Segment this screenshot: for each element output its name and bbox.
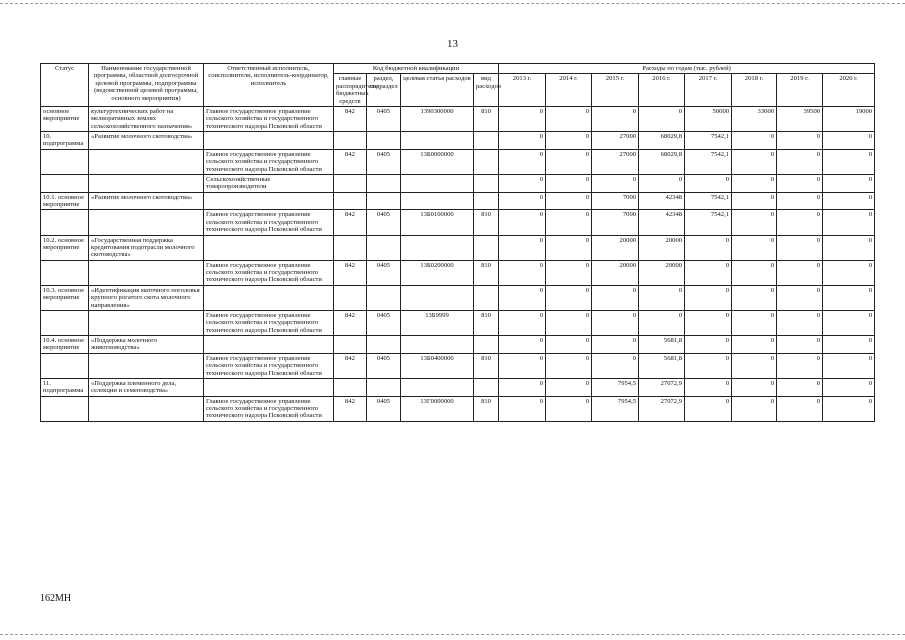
executor-cell: Главное государственное управление сельского хозяйства и государственного технического надзора Псковской области [204, 106, 334, 131]
expense-cell: 0 [546, 235, 592, 260]
expense-cell: 0 [685, 378, 732, 396]
type-cell: 810 [474, 210, 499, 235]
expense-cell: 0 [499, 310, 546, 335]
section-cell [367, 132, 401, 150]
expense-cell: 0 [499, 149, 546, 174]
name-cell [89, 310, 204, 335]
executor-cell [204, 285, 334, 310]
executor-cell [204, 235, 334, 260]
expense-cell: 0 [823, 260, 875, 285]
table-row [41, 149, 875, 174]
grbs-cell: 842 [334, 210, 367, 235]
table-row [41, 106, 875, 131]
expense-cell: 0 [685, 174, 732, 192]
expense-cell: 68029,8 [639, 132, 685, 150]
header-year: 2013 г. [499, 74, 546, 107]
name-cell: «Идентификация маточного поголовья крупного рогатого скота молочного направления» [89, 285, 204, 310]
expense-cell: 0 [546, 353, 592, 378]
expense-cell: 0 [546, 149, 592, 174]
header-name: Наименование государственной программы, областной долгосрочной целевой программы, подпрограммы (ведомственной целевой программы, основного мероприятия) [89, 64, 204, 107]
name-cell: «Государственная поддержка кредитования подотрасли молочного скотоводства» [89, 235, 204, 260]
target-cell: 13Б0200000 [401, 260, 474, 285]
target-cell [401, 132, 474, 150]
executor-cell: Главное государственное управление сельского хозяйства и государственного технического надзора Псковской области [204, 353, 334, 378]
section-cell [367, 235, 401, 260]
expense-cell: 0 [592, 336, 639, 354]
expense-cell: 50000 [685, 106, 732, 131]
expense-cell: 0 [732, 285, 777, 310]
expense-cell: 0 [499, 378, 546, 396]
expense-cell: 0 [732, 235, 777, 260]
expense-cell: 0 [777, 285, 823, 310]
type-cell [474, 192, 499, 210]
expense-cell: 0 [546, 210, 592, 235]
section-cell: 0405 [367, 396, 401, 421]
header-year: 2016 г. [639, 74, 685, 107]
expense-cell: 0 [823, 235, 875, 260]
table-row [41, 260, 875, 285]
target-cell [401, 285, 474, 310]
name-cell [89, 396, 204, 421]
name-cell: «Развитие молочного скотоводства» [89, 192, 204, 210]
name-cell: «Поддержка молочного животноводства» [89, 336, 204, 354]
table-header [41, 64, 875, 107]
table-row [41, 192, 875, 210]
target-cell: 13Б0100000 [401, 210, 474, 235]
grbs-cell [334, 174, 367, 192]
grbs-cell [334, 336, 367, 354]
type-cell: 810 [474, 396, 499, 421]
type-cell [474, 149, 499, 174]
name-cell [89, 149, 204, 174]
expense-cell: 0 [732, 149, 777, 174]
expense-cell: 0 [732, 353, 777, 378]
expense-cell: 0 [546, 132, 592, 150]
section-cell: 0405 [367, 210, 401, 235]
table-row [41, 378, 875, 396]
header-type: вид расходов [474, 74, 499, 107]
expense-cell: 0 [732, 336, 777, 354]
expense-cell: 68029,8 [639, 149, 685, 174]
expense-cell: 0 [732, 378, 777, 396]
expense-cell: 0 [732, 260, 777, 285]
expense-cell: 0 [499, 235, 546, 260]
type-cell [474, 235, 499, 260]
section-cell [367, 378, 401, 396]
type-cell: 810 [474, 106, 499, 131]
expense-cell: 0 [685, 396, 732, 421]
expense-cell: 20000 [639, 235, 685, 260]
name-cell [89, 210, 204, 235]
status-cell [41, 149, 89, 174]
target-cell: 1390300000 [401, 106, 474, 131]
executor-cell: Главное государственное управление сельского хозяйства и государственного технического надзора Псковской области [204, 210, 334, 235]
expense-cell: 7954,5 [592, 378, 639, 396]
status-cell [41, 353, 89, 378]
status-cell [41, 260, 89, 285]
expense-cell: 0 [546, 396, 592, 421]
expense-cell: 5681,8 [639, 353, 685, 378]
expense-cell: 0 [777, 174, 823, 192]
header-budget-code: Код бюджетной квалификации [334, 64, 499, 74]
name-cell [89, 353, 204, 378]
expense-cell: 0 [546, 106, 592, 131]
grbs-cell [334, 132, 367, 150]
expense-cell: 33000 [732, 106, 777, 131]
status-cell: основное мероприятие [41, 106, 89, 131]
grbs-cell: 842 [334, 396, 367, 421]
executor-cell [204, 192, 334, 210]
header-year: 2014 г. [546, 74, 592, 107]
expense-cell: 0 [823, 132, 875, 150]
executor-cell: Сельскохозяйственные товаропроизводители [204, 174, 334, 192]
grbs-cell: 842 [334, 106, 367, 131]
expense-cell: 0 [777, 192, 823, 210]
expense-cell: 0 [499, 174, 546, 192]
expense-cell: 0 [592, 353, 639, 378]
expense-cell: 0 [777, 235, 823, 260]
type-cell [474, 285, 499, 310]
expense-cell: 0 [777, 378, 823, 396]
target-cell [401, 192, 474, 210]
expense-cell: 27000 [592, 149, 639, 174]
expense-cell: 0 [732, 310, 777, 335]
grbs-cell [334, 192, 367, 210]
executor-cell [204, 336, 334, 354]
expense-cell: 0 [639, 106, 685, 131]
expense-cell: 0 [592, 285, 639, 310]
expense-cell: 0 [685, 260, 732, 285]
expense-cell: 0 [777, 149, 823, 174]
type-cell [474, 174, 499, 192]
header-year: 2015 г. [592, 74, 639, 107]
expense-cell: 7000 [592, 192, 639, 210]
table-row [41, 396, 875, 421]
expense-cell: 27000 [592, 132, 639, 150]
expense-cell: 27072,9 [639, 378, 685, 396]
expense-cell: 0 [639, 310, 685, 335]
expense-cell: 0 [823, 310, 875, 335]
expense-cell: 0 [777, 260, 823, 285]
expense-cell: 0 [823, 285, 875, 310]
table-row [41, 285, 875, 310]
expense-cell: 7542,1 [685, 149, 732, 174]
expense-cell: 0 [592, 310, 639, 335]
expense-cell: 20000 [592, 235, 639, 260]
section-cell [367, 336, 401, 354]
header-year: 2018 г. [732, 74, 777, 107]
expense-cell: 20000 [592, 260, 639, 285]
status-cell: 11. подпрограмма [41, 378, 89, 396]
executor-cell: Главное государственное управление сельского хозяйства и государственного технического надзора Псковской области [204, 396, 334, 421]
grbs-cell: 842 [334, 149, 367, 174]
target-cell [401, 336, 474, 354]
expense-cell: 7542,1 [685, 210, 732, 235]
name-cell: культуртехнических работ на мелиоративных землях сельскохозяйственного назначения» [89, 106, 204, 131]
status-cell [41, 310, 89, 335]
table-row [41, 235, 875, 260]
expense-cell: 0 [777, 336, 823, 354]
expense-cell: 0 [639, 285, 685, 310]
status-cell [41, 396, 89, 421]
name-cell: «Поддержка племенного дела, селекции и семеноводства» [89, 378, 204, 396]
expense-cell: 0 [685, 336, 732, 354]
type-cell: 810 [474, 310, 499, 335]
expense-cell: 7542,1 [685, 132, 732, 150]
expense-cell: 27072,9 [639, 396, 685, 421]
expense-cell: 0 [823, 210, 875, 235]
target-cell: 13Г0000000 [401, 396, 474, 421]
target-cell: 13Б0000000 [401, 149, 474, 174]
name-cell [89, 174, 204, 192]
header-year: 2019 г. [777, 74, 823, 107]
expense-cell: 0 [499, 353, 546, 378]
footer-code: 162МН [40, 593, 72, 604]
expense-cell: 0 [499, 336, 546, 354]
expense-cell: 0 [592, 174, 639, 192]
status-cell: 10.3. основное мероприятие [41, 285, 89, 310]
expense-cell: 42348 [639, 192, 685, 210]
expense-cell: 0 [732, 210, 777, 235]
expense-cell: 0 [777, 396, 823, 421]
expense-cell: 19000 [823, 106, 875, 131]
status-cell: 10.4. основное мероприятие [41, 336, 89, 354]
table-row [41, 336, 875, 354]
scan-edge-top [0, 3, 905, 4]
target-cell [401, 378, 474, 396]
expense-cell: 5681,8 [639, 336, 685, 354]
status-cell [41, 174, 89, 192]
expense-cell: 0 [499, 210, 546, 235]
expense-cell: 0 [732, 192, 777, 210]
expense-cell: 0 [499, 396, 546, 421]
expense-cell: 0 [685, 353, 732, 378]
expense-cell: 0 [823, 192, 875, 210]
executor-cell: Главное государственное управление сельского хозяйства и государственного технического надзора Псковской области [204, 260, 334, 285]
target-cell [401, 174, 474, 192]
expense-cell: 0 [546, 285, 592, 310]
expense-cell: 0 [823, 353, 875, 378]
table-row [41, 132, 875, 150]
section-cell [367, 285, 401, 310]
expense-cell: 0 [499, 285, 546, 310]
section-cell: 0405 [367, 149, 401, 174]
expense-cell: 0 [732, 132, 777, 150]
table-row [41, 210, 875, 235]
page-number: 13 [447, 38, 458, 50]
expense-cell: 0 [732, 396, 777, 421]
expense-cell: 0 [499, 260, 546, 285]
expense-cell: 0 [499, 132, 546, 150]
expense-cell: 0 [546, 260, 592, 285]
executor-cell [204, 378, 334, 396]
expense-cell: 0 [823, 336, 875, 354]
expense-cell: 0 [546, 174, 592, 192]
target-cell [401, 235, 474, 260]
budget-table [40, 63, 875, 422]
expense-cell: 0 [685, 285, 732, 310]
header-section: раздел, подраздел [367, 74, 401, 107]
expense-cell: 0 [499, 106, 546, 131]
scan-edge-bottom [0, 634, 905, 635]
status-cell: 10.2. основное мероприятие [41, 235, 89, 260]
grbs-cell: 842 [334, 310, 367, 335]
expense-cell: 0 [639, 174, 685, 192]
expense-cell: 20000 [639, 260, 685, 285]
expense-cell: 7954,5 [592, 396, 639, 421]
type-cell: 810 [474, 353, 499, 378]
header-year: 2020 г. [823, 74, 875, 107]
header-year: 2017 г. [685, 74, 732, 107]
section-cell [367, 192, 401, 210]
expense-cell: 0 [823, 174, 875, 192]
target-cell: 13Б9999 [401, 310, 474, 335]
header-status: Статус [41, 64, 89, 107]
table-body [41, 106, 875, 421]
expense-cell: 0 [685, 310, 732, 335]
type-cell [474, 132, 499, 150]
section-cell [367, 174, 401, 192]
header-executor: Ответственный исполнитель, соисполнители, исполнитель-координатор, исполнитель [204, 64, 334, 107]
executor-cell: Главное государственное управление сельского хозяйства и государственного технического надзора Псковской области [204, 310, 334, 335]
grbs-cell: 842 [334, 260, 367, 285]
section-cell: 0405 [367, 260, 401, 285]
expense-cell: 0 [823, 396, 875, 421]
status-cell [41, 210, 89, 235]
executor-cell: Главное государственное управление сельского хозяйства и государственного технического надзора Псковской области [204, 149, 334, 174]
executor-cell [204, 132, 334, 150]
grbs-cell [334, 285, 367, 310]
table-row [41, 174, 875, 192]
grbs-cell [334, 235, 367, 260]
name-cell: «Развитие молочного скотоводства» [89, 132, 204, 150]
status-cell: 10.1. основное мероприятие [41, 192, 89, 210]
expense-cell: 7542,1 [685, 192, 732, 210]
expense-cell: 0 [546, 336, 592, 354]
section-cell: 0405 [367, 353, 401, 378]
expense-cell: 0 [777, 310, 823, 335]
expense-cell: 0 [546, 192, 592, 210]
expense-cell: 0 [592, 106, 639, 131]
expense-cell: 0 [732, 174, 777, 192]
section-cell: 0405 [367, 106, 401, 131]
name-cell [89, 260, 204, 285]
expense-cell: 0 [546, 310, 592, 335]
type-cell [474, 378, 499, 396]
table-row [41, 310, 875, 335]
grbs-cell [334, 378, 367, 396]
expense-cell: 0 [685, 235, 732, 260]
header-target: целевая статья расходов [401, 74, 474, 107]
expense-cell: 42348 [639, 210, 685, 235]
target-cell: 13Б0400000 [401, 353, 474, 378]
expense-cell: 0 [499, 192, 546, 210]
expense-cell: 39500 [777, 106, 823, 131]
table-row [41, 353, 875, 378]
expense-cell: 0 [546, 378, 592, 396]
expense-cell: 0 [823, 378, 875, 396]
expense-cell: 0 [777, 210, 823, 235]
grbs-cell: 842 [334, 353, 367, 378]
expense-cell: 0 [777, 353, 823, 378]
header-expenses: Расходы по годам (тыс. рублей) [499, 64, 875, 74]
section-cell: 0405 [367, 310, 401, 335]
header-grbs: главные распорядители бюджетных средств [334, 74, 367, 107]
expense-cell: 0 [777, 132, 823, 150]
type-cell: 810 [474, 260, 499, 285]
type-cell [474, 336, 499, 354]
expense-cell: 7000 [592, 210, 639, 235]
expense-cell: 0 [823, 149, 875, 174]
status-cell: 10. подпрограмма [41, 132, 89, 150]
